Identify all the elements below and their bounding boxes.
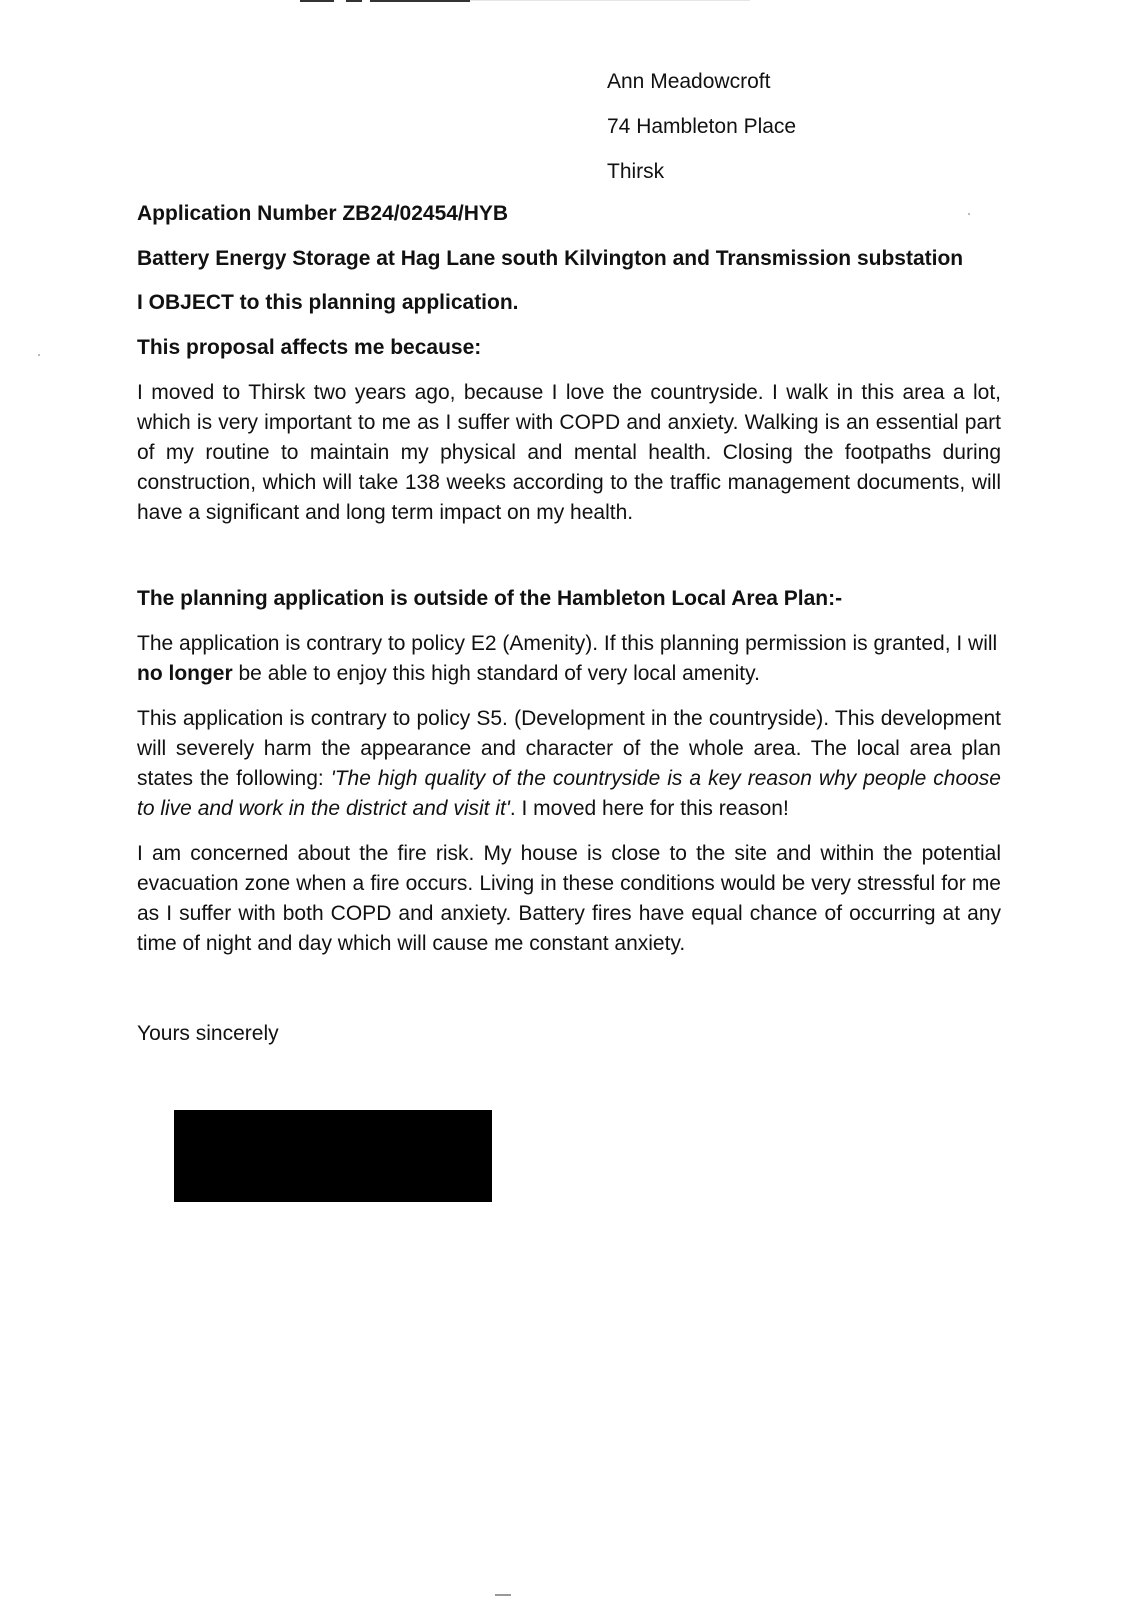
- sender-street: 74 Hambleton Place: [607, 115, 797, 138]
- scan-artifact-bottom: [495, 1594, 511, 1596]
- paragraph-policy-s5: [137, 704, 1001, 824]
- policy-e2-text-end: be able to enjoy this high standard of very local amenity.: [232, 662, 760, 685]
- letter-body: [137, 199, 1001, 1049]
- subject-line: Battery Energy Storage at Hag Lane south Kilvington and Transmission substation: [137, 247, 964, 270]
- policy-s5-quote: 'The high quality of the countryside is a key reason why people choose to live and work in the district and visit it': [137, 767, 1001, 820]
- scan-speck: [968, 213, 970, 215]
- scan-speck: [38, 354, 40, 356]
- sender-town: Thirsk: [607, 160, 665, 183]
- policy-s5-text-start: This application is contrary to policy S5. (Development in the countryside). This development will severely harm the appearance and character of the whole area. The local area plan states the following:: [137, 707, 1001, 790]
- paragraph-personal-impact: I moved to Thirsk two years ago, because I love the countryside. I walk in this area a lot, which is very important to me as I suffer with COPD and anxiety. Walking is an essential part of my routine to maintain my physical and mental health. Closing the footpaths during construction, which will take 138 weeks according to the traffic management documents, will have a significant and long term impact on my health.: [137, 381, 1001, 524]
- sender-address: [607, 67, 1007, 202]
- closing-salutation: Yours sincerely: [137, 1022, 279, 1045]
- paragraph-policy-e2: [137, 629, 1001, 689]
- scan-artifact-faint: [470, 0, 750, 1]
- local-plan-heading: The planning application is outside of the Hambleton Local Area Plan:-: [137, 587, 843, 610]
- policy-s5-text-end: . I moved here for this reason!: [509, 797, 789, 820]
- policy-e2-emphasis: no longer: [137, 662, 233, 685]
- scan-artifact-top: [300, 0, 470, 2]
- objection-statement: I OBJECT to this planning application.: [137, 291, 519, 314]
- affects-heading: This proposal affects me because:: [137, 336, 482, 359]
- sender-name: Ann Meadowcroft: [607, 70, 771, 93]
- paragraph-fire-risk: I am concerned about the fire risk. My house is close to the site and within the potential evacuation zone when a fire occurs. Living in these conditions would be very stressful for me as I suffer with both COPD and anxiety. Battery fires have equal chance of occurring at any time of night and day which will cause me constant anxiety.: [137, 842, 1001, 955]
- redacted-signature: [174, 1110, 492, 1202]
- policy-e2-text-start: The application is contrary to policy E2 (Amenity). If this planning permission is granted, I will: [137, 632, 998, 655]
- application-number: Application Number ZB24/02454/HYB: [137, 202, 509, 225]
